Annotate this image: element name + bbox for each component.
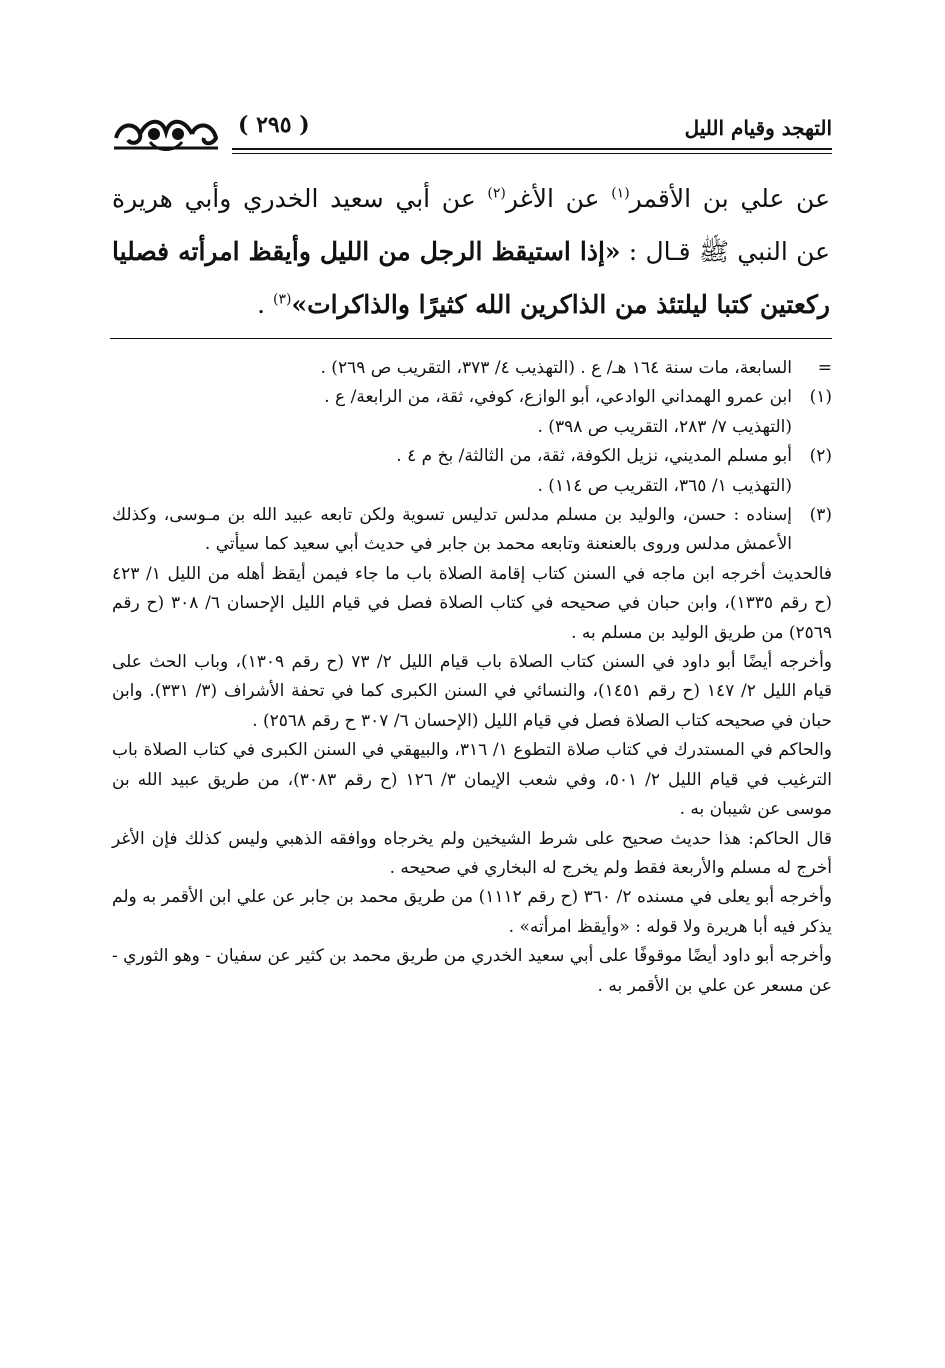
footnote-ref-2: (٢) bbox=[487, 185, 506, 202]
footnote-text: إسناده : حسن، والوليد بن مسلم مدلس تدليس تسوية ولكن تابعه عبيد الله بن مـوسى، وكذلك الأعمش مدلس وروى بالعنعنة وتابعه محمد بن جابر في حديث أبي سعيد كما سيأتي . bbox=[112, 505, 792, 555]
continuation-mark: = bbox=[817, 358, 832, 378]
page-number: ( ٢٩٥ ) bbox=[238, 112, 310, 138]
footnotes bbox=[112, 354, 832, 1001]
header-rule-thin bbox=[232, 153, 832, 154]
footnote-paragraph: والحاكم في المستدرك في كتاب صلاة التطوع ١/ ٣١٦، والبيهقي في السنن الكبرى في كتاب الصلاة باب الترغيب في قيام الليل ٢/ ٥٠١، وفي شعب الإيمان ٣/ ١٢٦ (ح رقم ٣٠٨٣)، من طريق عبيد الله بن موسى عن شيبان به . bbox=[112, 740, 832, 820]
main-text-end: . bbox=[257, 290, 273, 319]
header-rule bbox=[232, 148, 832, 150]
footnote-3 bbox=[112, 501, 832, 560]
footnote-line: السابعة، مات سنة ١٦٤ هـ/ ع . (التهذيب ٤/ ٣٧٣، التقريب ص ٢٦٩) . bbox=[320, 358, 792, 378]
footnote-line: ابن عمرو الهمداني الوادعي، أبو الوازع، كوفي، ثقة، من الرابعة/ ع . bbox=[324, 387, 792, 408]
footnote-2 bbox=[112, 442, 832, 501]
footnote-ref-1: (١) bbox=[611, 185, 630, 202]
page-header bbox=[110, 108, 832, 156]
main-text bbox=[112, 172, 830, 331]
header-ornament-icon bbox=[110, 108, 222, 154]
footnote-number: (٢) bbox=[809, 446, 832, 467]
footnote-number: (٣) bbox=[809, 505, 832, 526]
footnote-paragraph: وأخرجه أيضًا أبو داود في السنن كتاب الصلاة باب قيام الليل ٢/ ٧٣ (ح رقم ١٣٠٩)، وباب الحث على قيام الليل ٢/ ١٤٧ (ح رقم ١٤٥١)، والنسائي في السنن الكبرى كما في تحفة الأشراف (٣/ ٣٣١). وابن حبان في صحيحه كتاب الصلاة فصل في قيام الليل (الإحسان ٦/ ٣٠٧ ح رقم ٢٥٦٨) . bbox=[112, 652, 833, 731]
main-paragraph bbox=[112, 172, 830, 331]
main-text-segment: عن علي بن الأقمر bbox=[629, 184, 830, 213]
main-text-segment: عن الأغر bbox=[505, 184, 612, 213]
main-text-segment: عن أبي سعيد الخدري وأبي هريرة عن النبي ﷺ bbox=[112, 184, 831, 266]
footnote-paragraph: فالحديث أخرجه ابن ماجه في السنن كتاب إقامة الصلاة باب ما جاء فيمن أيقظ أهله من الليل ١/ ٤٢٣ (ح رقم ١٣٣٥)، وابن حبان في صحيحه في كتاب الصلاة فصل في قيام الليل الإحسان ٦/ ٣٠٨ (ح رقم ٢٥٦٩) من طريق الوليد بن مسلم به . bbox=[112, 563, 833, 643]
footnote-continued bbox=[112, 354, 832, 383]
footnote-separator bbox=[110, 338, 832, 339]
footnote-line: (التهذيب ٧/ ٢٨٣، التقريب ص ٣٩٨) . bbox=[537, 416, 792, 437]
footnote-paragraph: قال الحاكم: هذا حديث صحيح على شرط الشيخين ولم يخرجاه ووافقه الذهبي وليس كذلك فإن الأغر أخرج له مسلم والأربعة فقط ولم يخرج له البخاري في صحيحه . bbox=[112, 828, 832, 878]
running-title: التهجد وقيام الليل bbox=[684, 116, 832, 140]
hadith-text: «إذا استيقظ الرجل من الليل وأيقظ امرأته فصليا ركعتين كتبا ليلتئذ من الذاكرين الله كثيرًا والذاكرات» bbox=[112, 237, 830, 319]
footnote-line: (التهذيب ١/ ٣٦٥، التقريب ص ١١٤) . bbox=[537, 475, 792, 496]
footnote-paragraph: وأخرجه أبو يعلى في مسنده ٢/ ٣٦٠ (ح رقم ١١١٢) من طريق محمد بن جابر عن علي ابن الأقمر به ولم يذكر فيه أبا هريرة ولا قوله : «وأيقظ امرأته» . bbox=[112, 887, 833, 937]
footnote-paragraph: وأخرجه أبو داود أيضًا موقوفًا على أبي سعيد الخدري من طريق محمد بن كثير عن سفيان - وهو الثوري - عن مسعر عن علي بن الأقمر به . bbox=[112, 946, 832, 996]
footnote-number: (١) bbox=[809, 387, 832, 408]
footnote-1 bbox=[112, 383, 832, 442]
main-text-segment: قـال : bbox=[620, 237, 691, 266]
footnote-ref-3: (٣) bbox=[272, 291, 292, 308]
footnote-line: أبو مسلم المديني، نزيل الكوفة، ثقة، من الثالثة/ بخ م ٤ . bbox=[396, 446, 792, 467]
